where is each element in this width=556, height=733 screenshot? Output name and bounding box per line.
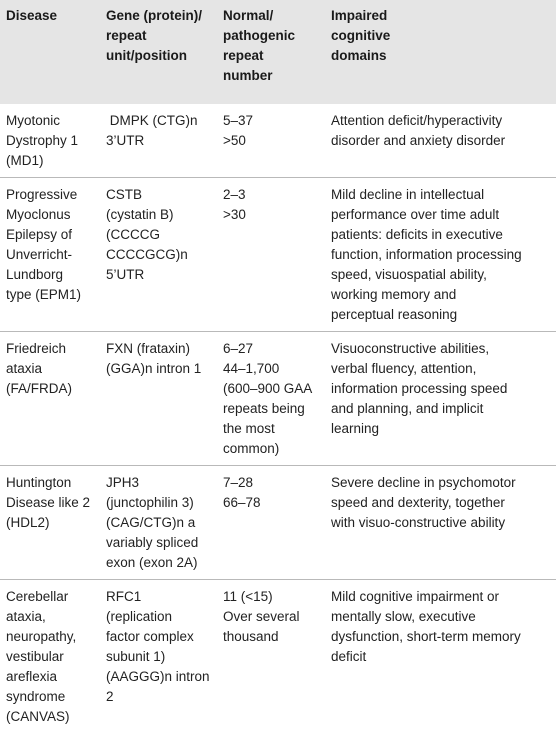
- header-gene-line: unit/position: [106, 46, 213, 66]
- cell-repeat-number-line: 66–78: [223, 493, 321, 513]
- cell-repeat-number-line: 5–37: [223, 111, 321, 131]
- cell-repeat-number-line: 44–1,700: [223, 359, 321, 379]
- cell-gene: [100, 580, 217, 733]
- cell-repeat-number-line: 7–28: [223, 473, 321, 493]
- cell-disease-line: Progressive: [6, 185, 96, 205]
- cell-gene-line: variably spliced: [106, 533, 213, 553]
- cell-gene-line: 5’UTR: [106, 265, 213, 285]
- cell-gene: [100, 466, 217, 580]
- cell-disease: [0, 104, 100, 178]
- cell-gene-line: CSTB: [106, 185, 213, 205]
- table-row: [0, 178, 556, 332]
- cell-repeat-number-line: thousand: [223, 627, 321, 647]
- cell-disease-line: vestibular: [6, 647, 96, 667]
- cell-gene-line: 3’UTR: [106, 131, 213, 151]
- table-row: [0, 580, 556, 733]
- cell-repeat-number-line: 6–27: [223, 339, 321, 359]
- cell-disease-line: (FA/FRDA): [6, 379, 96, 399]
- cell-cognitive-domains-line: and planning, and implicit: [331, 399, 552, 419]
- cell-disease-line: (MD1): [6, 151, 96, 171]
- cell-gene-line: (GGA)n intron 1: [106, 359, 213, 379]
- cell-cognitive-domains-line: performance over time adult: [331, 205, 552, 225]
- cell-cognitive-domains-line: Severe decline in psychomotor: [331, 473, 552, 493]
- cell-disease-line: areflexia: [6, 667, 96, 687]
- cell-disease: [0, 178, 100, 332]
- cell-disease-line: Myoclonus: [6, 205, 96, 225]
- cell-gene-line: 2: [106, 687, 213, 707]
- header-cognitive-domains: [325, 0, 556, 104]
- cell-disease: [0, 580, 100, 733]
- cell-cognitive-domains-line: with visuo-constructive ability: [331, 513, 552, 533]
- header-domains-line: domains: [331, 46, 552, 66]
- table-body: [0, 104, 556, 733]
- cell-gene-line: (cystatin B): [106, 205, 213, 225]
- cell-cognitive-domains-line: dysfunction, short-term memory: [331, 627, 552, 647]
- cell-cognitive-domains-line: Mild decline in intellectual: [331, 185, 552, 205]
- header-disease-line: Disease: [6, 6, 96, 26]
- cell-repeat-number: [217, 466, 325, 580]
- cell-repeat-number-line: 11 (<15): [223, 587, 321, 607]
- cell-cognitive-domains-line: information processing speed: [331, 379, 552, 399]
- cell-gene-line: RFC1: [106, 587, 213, 607]
- cell-gene: [100, 178, 217, 332]
- cell-repeat-number-line: the most: [223, 419, 321, 439]
- cell-gene-line: subunit 1): [106, 647, 213, 667]
- cell-disease-line: Dystrophy 1: [6, 131, 96, 151]
- cell-cognitive-domains-line: disorder and anxiety disorder: [331, 131, 552, 151]
- cell-cognitive-domains: [325, 104, 556, 178]
- cell-repeat-number-line: (600–900 GAA: [223, 379, 321, 399]
- cell-gene-line: (CCCCG: [106, 225, 213, 245]
- cell-repeat-number-line: >30: [223, 205, 321, 225]
- header-disease: [0, 0, 100, 104]
- table-row: [0, 104, 556, 178]
- cell-gene: [100, 104, 217, 178]
- cell-disease-line: (CANVAS): [6, 707, 96, 727]
- cell-disease-line: Lundborg: [6, 265, 96, 285]
- cell-cognitive-domains-line: Mild cognitive impairment or: [331, 587, 552, 607]
- cell-cognitive-domains-line: working memory and: [331, 285, 552, 305]
- cell-cognitive-domains-line: speed and dexterity, together: [331, 493, 552, 513]
- header-domains-line: cognitive: [331, 26, 552, 46]
- header-gene-line: repeat: [106, 26, 213, 46]
- cell-repeat-number-line: common): [223, 439, 321, 459]
- cell-repeat-number-line: 2–3: [223, 185, 321, 205]
- cell-disease-line: Epilepsy of: [6, 225, 96, 245]
- table-row: [0, 466, 556, 580]
- header-repeat-line: number: [223, 66, 321, 86]
- cell-disease-line: ataxia: [6, 359, 96, 379]
- cell-cognitive-domains-line: learning: [331, 419, 552, 439]
- header-gene: [100, 0, 217, 104]
- cell-cognitive-domains: [325, 580, 556, 733]
- cell-disease-line: Huntington: [6, 473, 96, 493]
- cell-gene-line: DMPK (CTG)n: [106, 111, 213, 131]
- cell-cognitive-domains-line: patients: deficits in executive: [331, 225, 552, 245]
- cell-cognitive-domains-line: perceptual reasoning: [331, 305, 552, 325]
- cell-disease-line: Unverricht-: [6, 245, 96, 265]
- cell-repeat-number-line: >50: [223, 131, 321, 151]
- cell-repeat-number-line: repeats being: [223, 399, 321, 419]
- table-header: [0, 0, 556, 104]
- header-row: [0, 0, 556, 104]
- cell-repeat-number: [217, 104, 325, 178]
- cell-cognitive-domains-line: function, information processing: [331, 245, 552, 265]
- cell-disease-line: type (EPM1): [6, 285, 96, 305]
- cell-cognitive-domains-line: verbal fluency, attention,: [331, 359, 552, 379]
- cell-disease-line: (HDL2): [6, 513, 96, 533]
- cell-cognitive-domains: [325, 178, 556, 332]
- cell-disease-line: syndrome: [6, 687, 96, 707]
- cell-gene-line: JPH3: [106, 473, 213, 493]
- cell-disease: [0, 466, 100, 580]
- cell-disease-line: Friedreich: [6, 339, 96, 359]
- cell-gene-line: (replication: [106, 607, 213, 627]
- cell-disease: [0, 332, 100, 466]
- cell-gene-line: (junctophilin 3): [106, 493, 213, 513]
- cell-gene-line: CCCCGCG)n: [106, 245, 213, 265]
- cell-repeat-number: [217, 178, 325, 332]
- table-row: [0, 332, 556, 466]
- cell-gene-line: factor complex: [106, 627, 213, 647]
- cell-disease-line: neuropathy,: [6, 627, 96, 647]
- cell-gene-line: (CAG/CTG)n a: [106, 513, 213, 533]
- header-repeat-line: pathogenic: [223, 26, 321, 46]
- cell-gene-line: (AAGGG)n intron: [106, 667, 213, 687]
- cell-disease-line: Disease like 2: [6, 493, 96, 513]
- cell-disease-line: ataxia,: [6, 607, 96, 627]
- header-repeat-number: [217, 0, 325, 104]
- cell-cognitive-domains-line: Visuoconstructive abilities,: [331, 339, 552, 359]
- cell-cognitive-domains-line: mentally slow, executive: [331, 607, 552, 627]
- cell-cognitive-domains-line: Attention deficit/hyperactivity: [331, 111, 552, 131]
- header-gene-line: Gene (protein)/: [106, 6, 213, 26]
- cell-disease-line: Myotonic: [6, 111, 96, 131]
- header-domains-line: Impaired: [331, 6, 552, 26]
- cell-gene-line: FXN (frataxin): [106, 339, 213, 359]
- cell-cognitive-domains: [325, 332, 556, 466]
- cell-cognitive-domains-line: speed, visuospatial ability,: [331, 265, 552, 285]
- header-repeat-line: Normal/: [223, 6, 321, 26]
- cell-gene-line: exon (exon 2A): [106, 553, 213, 573]
- cell-cognitive-domains-line: deficit: [331, 647, 552, 667]
- cell-repeat-number-line: Over several: [223, 607, 321, 627]
- cell-disease-line: Cerebellar: [6, 587, 96, 607]
- cell-repeat-number: [217, 580, 325, 733]
- cell-repeat-number: [217, 332, 325, 466]
- cell-cognitive-domains: [325, 466, 556, 580]
- cell-gene: [100, 332, 217, 466]
- header-repeat-line: repeat: [223, 46, 321, 66]
